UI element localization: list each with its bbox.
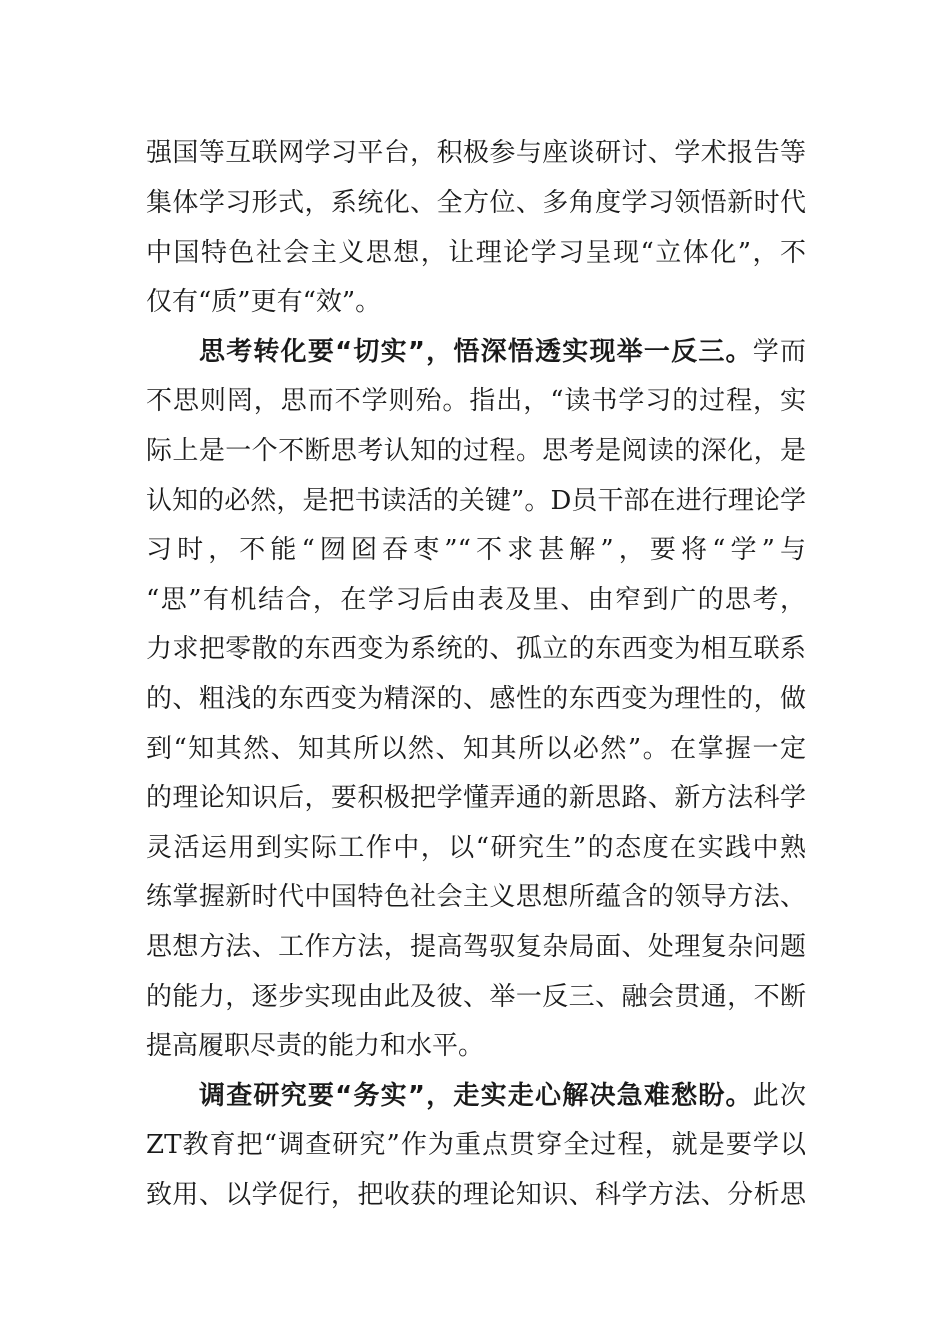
body-text-line: 致用、以学促行，把收获的理论知识、科学方法、分析思 [146,1180,806,1210]
body-text-line: 仅有“质”更有“效”。 [146,287,382,317]
body-text-line: 认知的必然，是把书读活的关键”。D员干部在进行理论学 [146,486,806,516]
body-text-line: 集体学习形式，系统化、全方位、多角度学习领悟新时代 [146,188,806,218]
body-text-line: ZT教育把“调查研究”作为重点贯穿全过程，就是要学以 [146,1130,806,1160]
section-heading-line [199,332,806,372]
body-text-line: 的、粗浅的东西变为精深的、感性的东西变为理性的，做 [146,684,806,714]
body-text: 此次 [752,1081,806,1111]
body-text-line: 不思则罔，思而不学则殆。指出，“读书学习的过程，实 [146,386,806,416]
body-text-line: 的理论知识后，要积极把学懂弄通的新思路、新方法科学 [146,783,806,813]
body-text-line: 际上是一个不断思考认知的过程。思考是阅读的深化，是 [146,436,806,466]
body-text-line: 力求把零散的东西变为系统的、孤立的东西变为相互联系 [146,634,806,664]
body-text-line: 习时，不能“囫囵吞枣”“不求甚解”，要将“学”与 [146,535,806,565]
body-text: 学而 [752,337,806,367]
body-text-line: 的能力，逐步实现由此及彼、举一反三、融会贯通，不断 [146,982,806,1012]
body-text-line: 练掌握新时代中国特色社会主义思想所蕴含的领导方法、 [146,882,806,912]
body-text-line: 到“知其然、知其所以然、知其所以必然”。在掌握一定 [146,734,806,764]
section-heading: 调查研究要“务实”，走实走心解决急难愁盼。 [199,1081,753,1111]
body-text-line: 中国特色社会主义思想，让理论学习呈现“立体化”，不 [146,238,806,268]
body-text-line: 强国等互联网学习平台，积极参与座谈研讨、学术报告等 [146,138,806,168]
section-heading-line [199,1076,806,1116]
body-text-line: 思想方法、工作方法，提高驾驭复杂局面、处理复杂问题 [146,932,806,962]
body-text-line: 提高履职尽责的能力和水平。 [146,1031,485,1061]
body-text-line: 灵活运用到实际工作中，以“研究生”的态度在实践中熟 [146,833,806,863]
section-heading: 思考转化要“切实”，悟深悟透实现举一反三。 [199,337,753,367]
body-text-line: “思”有机结合，在学习后由表及里、由窄到广的思考， [146,585,806,615]
